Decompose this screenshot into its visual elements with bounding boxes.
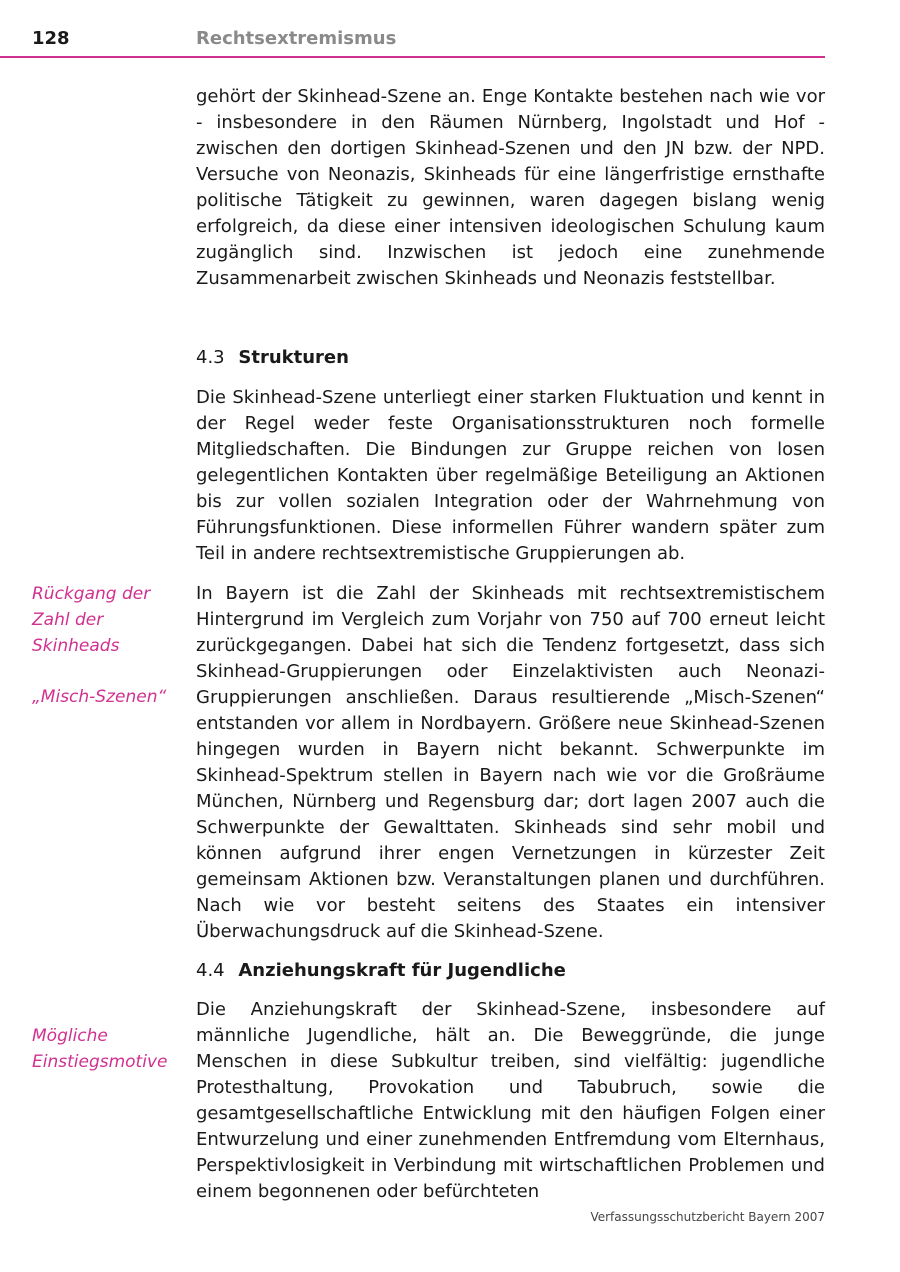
- section-title: Anziehungskraft für Jugendliche: [238, 960, 566, 981]
- page-footer: Verfassungsschutzbericht Bayern 2007: [590, 1210, 825, 1224]
- section-number: 4.4: [196, 960, 225, 981]
- paragraph-bayern: In Bayern ist die Zahl der Skinheads mit rechtsextremistischem Hintergrund im Vergleich zum Vorjahr von 750 auf 700 erneut leicht zurückgegangen. Dabei hat sich die Tendenz fortgesetzt, dass sich Skinhead-Gruppierungen oder Einzelaktivisten auch Neonazi-Gruppierungen anschließen. Daraus resultierende „Misch-Szenen“ entstanden vor allem in Nordbayern. Größere neue Skinhead-Szenen hingegen wurden in Bayern nicht bekannt. Schwerpunkte im Skinhead-Spektrum stellen in Bayern nach wie vor die Großräume München, Nürnberg und Regensburg dar; dort lagen 2007 auch die Schwerpunkte der Gewalttaten. Skinheads sind sehr mobil und können aufgrund ihrer engen Vernetzungen in kürzester Zeit gemeinsam Aktionen bzw. Veranstaltungen planen und durchführen. Nach wie vor besteht seitens des Staates ein intensiver Überwachungsdruck auf die Skinhead-Szene.: [196, 583, 825, 942]
- running-title: Rechtsextremismus: [196, 28, 397, 49]
- page-header: [0, 26, 825, 58]
- marginal-note-einstiegsmotive: Mögliche Einstiegsmotive: [32, 1026, 168, 1072]
- marginal-note-rueckgang: Rückgang der Zahl der Skinheads: [32, 584, 151, 656]
- page-number: 128: [32, 28, 70, 49]
- paragraph-intro: gehört der Skinhead-Szene an. Enge Kontakte bestehen nach wie vor - insbesondere in den Räumen Nürnberg, Ingolstadt und Hof - zwischen den dortigen Skinhead-Szenen und den JN bzw. der NPD. Versuche von Neonazis, Skinheads für eine längerfristige ernsthafte politische Tätigkeit zu gewinnen, waren dagegen bislang wenig erfolgreich, da diese einer intensiven ideologischen Schulung kaum zugänglich sind. Inzwischen ist jedoch eine zunehmende Zusammenarbeit zwischen Skinheads und Neonazis feststellbar.: [196, 86, 825, 289]
- section-number: 4.3: [196, 347, 225, 368]
- paragraph-strukturen: Die Skinhead-Szene unterliegt einer starken Fluktuation und kennt in der Regel weder feste Organisationsstrukturen noch formelle Mitgliedschaften. Die Bindungen zur Gruppe reichen von losen gelegentlichen Kontakten über regelmäßige Beteiligung an Aktionen bis zur vollen sozialen Integration oder der Wahrnehmung von Führungsfunktionen. Diese informellen Führer wandern später zum Teil in andere rechtsextremistische Gruppierungen ab.: [196, 387, 825, 564]
- section-heading-strukturen: [196, 345, 349, 371]
- paragraph-anziehungskraft: Die Anziehungskraft der Skinhead-Szene, insbesondere auf männliche Jugendliche, hält an. Die Beweggründe, die junge Menschen in diese Subkultur treiben, sind vielfältig: jugendliche Protesthaltung, Provokation und Tabubruch, sowie die gesamtgesellschaftliche Entwicklung mit den häufigen Folgen einer Entwurzelung und einer zunehmenden Entfremdung vom Elternhaus, Perspektivlosigkeit in Verbindung mit wirtschaftlichen Problemen und einem begonnenen oder befürchteten: [196, 999, 825, 1202]
- marginal-note-misch-szenen: „Misch-Szenen“: [32, 687, 167, 707]
- section-heading-anziehungskraft: [196, 958, 566, 984]
- section-title: Strukturen: [238, 347, 349, 368]
